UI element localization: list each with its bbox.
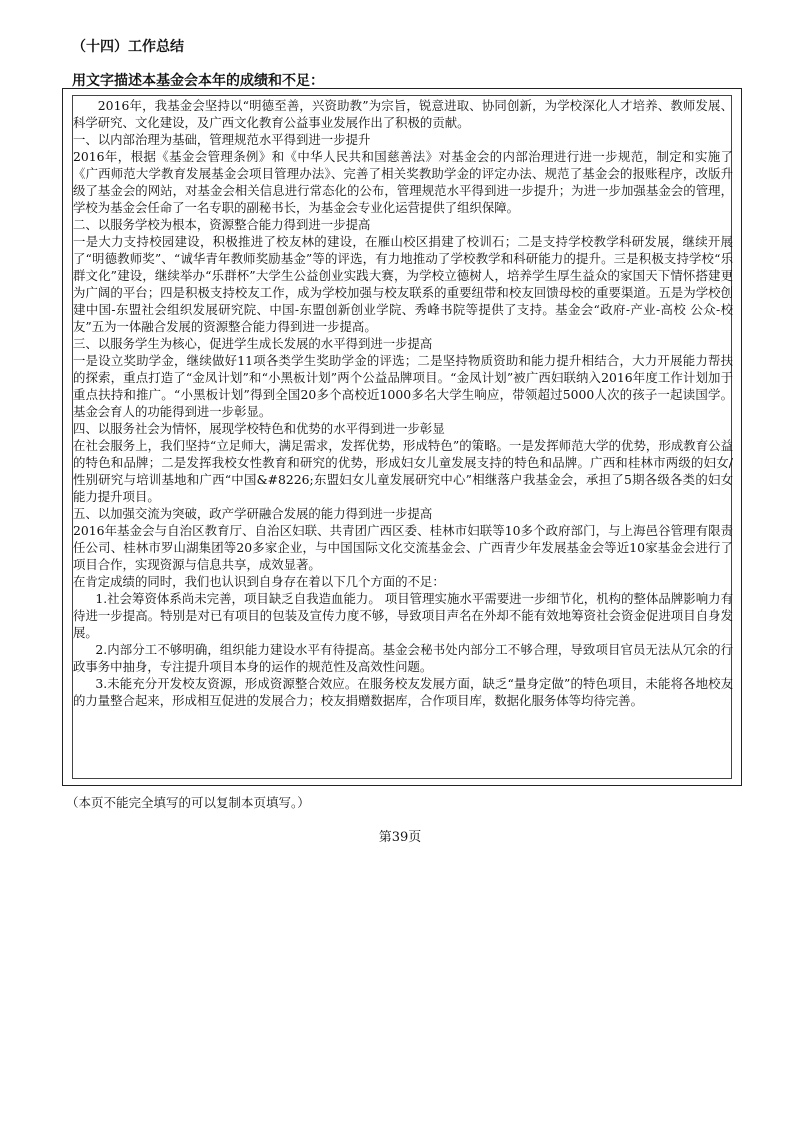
summary-paragraph: 在社会服务上，我们坚持“立足师大，满足需求，发挥优势，形成特色”的策略。一是发挥师范大学的优势，形成教育公益的特色和品牌；二是发挥我校女性教育和研究的优势，形成妇女儿童发展支持的特色和品牌。广西和桂林市两级的妇女/性别研究与培训基地和广西“中国&#8226;东盟妇女儿童发展研究中心”相继落户我基金会，承担了5期各级各类的妇女能力提升项目。 (73, 438, 733, 504)
page-number: 第39页 (378, 830, 422, 845)
summary-paragraph: 3.未能充分开发校友资源，形成资源整合效应。在服务校友发展方面，缺乏“量身定做”的特色项目，未能将各地校友的力量整合起来，形成相互促进的发展合力；校友捐赠数据库，合作项目库，数据化服务体等均待完善。 (73, 676, 733, 708)
summary-paragraph: 二、以服务学校为根本，资源整合能力得到进一步提高 (73, 217, 371, 232)
summary-paragraph: 在肯定成绩的同时，我们也认识到自身存在着以下几个方面的不足： (73, 574, 445, 589)
form-prompt: 用文字描述本基金会本年的成绩和不足： (72, 73, 324, 89)
summary-paragraph: 五、以加强交流为突破，政产学研融合发展的能力得到进一步提高 (73, 506, 433, 521)
summary-paragraph: 2016年基金会与自治区教育厅、自治区妇联、共青团广西区委、桂林市妇联等10多个政府部门，与上海邑谷管理有限责任公司、桂林市罗山湖集团等20多家企业，与中国国际文化交流基金会、广西青少年发展基金会等近10家基金会进行了项目合作，实现资源与信息共享，成效显著。 (73, 523, 733, 572)
footnote: （本页不能完全填写的可以复制本页填写。） (66, 795, 310, 810)
summary-content (73, 97, 733, 709)
section-title: （十四）工作总结 (72, 39, 184, 55)
summary-paragraph: 四、以服务社会为情怀，展现学校特色和优势的水平得到进一步彰显 (73, 421, 445, 436)
summary-paragraph: 2016年，根据《基金会管理条例》和《中华人民共和国慈善法》对基金会的内部治理进行进一步规范，制定和实施了《广西师范大学教育发展基金会项目管理办法》、完善了相关奖教助学金的评定办法、规范了基金会的报账程序，改版升级了基金会的网站，对基金会相关信息进行常态化的公布，管理规范水平得到进一步提升；为进一步加强基金会的管理，学校为基金会任命了一名专职的副秘书长，为基金会专业化运营提供了组织保障。 (73, 149, 733, 215)
summary-paragraph: 1.社会筹资体系尚未完善，项目缺乏自我造血能力。 项目管理实施水平需要进一步细节化，机构的整体品牌影响力有待进一步提高。特别是对已有项目的包装及宣传力度不够，导致项目声名在外却不能有效地筹资社会资金促进项目自身发展。 (73, 591, 733, 640)
summary-paragraph: 2.内部分工不够明确，组织能力建设水平有待提高。基金会秘书处内部分工不够合理，导致项目官员无法从冗余的行政事务中抽身，专注提升项目本身的运作的规范性及高效性问题。 (73, 642, 733, 674)
summary-paragraph: 一是设立奖助学金，继续做好11项各类学生奖助学金的评选；二是坚持物质资助和能力提升相结合，大力开展能力帮扶的探索，重点打造了“金凤计划”和“小黑板计划”两个公益品牌项目。“金凤计划”被广西妇联纳入2016年度工作计划加于重点扶持和推广。“小黑板计划”得到全国20多个高校近1000多名大学生响应，带领超过5000人次的孩子一起读国学。基金会育人的功能得到进一步彰显。 (73, 353, 733, 419)
summary-paragraph: 一是大力支持校园建设，积极推进了校友林的建设，在雁山校区捐建了校训石；二是支持学校教学科研发展，继续开展了“明德教师奖”、“诚华青年教师奖励基金”等的评选，有力地推动了学校教学和科研能力的提升。三是积极支持学校“乐群文化”建设，继续举办“乐群杯”大学生公益创业实践大赛，为学校立德树人，培养学生厚生益众的家国天下情怀搭建更为广阔的平台；四是积极支持校友工作，成为学校加强与校友联系的重要纽带和校友回馈母校的重要渠道。五是为学校创建中国-东盟社会组织发展研究院、中国-东盟创新创业学院、秀峰书院等提供了支持。基金会“政府-产业-高校 公众-校友”五为一体融合发展的资源整合能力得到进一步提高。 (73, 234, 733, 334)
summary-paragraph: 一、以内部治理为基础，管理规范水平得到进一步提升 (73, 132, 371, 147)
summary-paragraph: 三、以服务学生为核心，促进学生成长发展的水平得到进一步提高 (73, 336, 433, 351)
summary-paragraph: 2016年，我基金会坚持以“明德至善，兴资助教”为宗旨，锐意进取、协同创新，为学校深化人才培养、教师发展、科学研究、文化建设，及广西文化教育公益事业发展作出了积极的贡献。 (73, 98, 733, 130)
